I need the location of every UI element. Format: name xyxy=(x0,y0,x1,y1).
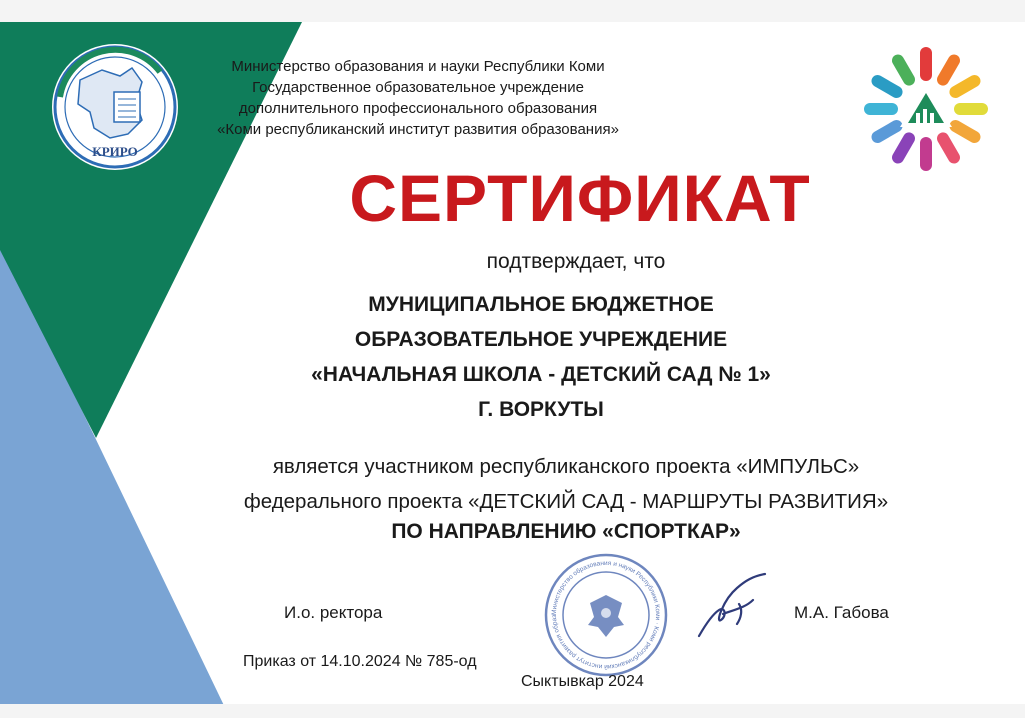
stamp-text: Министерство образования и науки Республики Коми · Коми республиканский институт развития образ xyxy=(550,559,662,671)
ministry-header xyxy=(158,56,678,140)
handwritten-signature-icon xyxy=(693,570,773,640)
organization-line: МУНИЦИПАЛЬНОЕ БЮДЖЕТНОЕ xyxy=(368,293,714,316)
bottom-border xyxy=(0,704,1025,718)
ministry-line: Государственное образовательное учреждение xyxy=(252,79,584,96)
organization-line: Г. ВОРКУТЫ xyxy=(478,398,604,421)
order-reference: Приказ от 14.10.2024 № 785-од xyxy=(243,653,477,670)
kriro-logo-text: КРИРО xyxy=(92,144,138,159)
impulse-star-logo-icon xyxy=(856,44,996,174)
ministry-line: «Коми республиканский институт развития образования» xyxy=(217,121,619,138)
ministry-line: дополнительного профессионального образования xyxy=(238,100,598,117)
signatory-position: И.о. ректора xyxy=(284,603,383,622)
membership-text xyxy=(166,449,966,519)
membership-line: федерального проекта «ДЕТСКИЙ САД - МАРШРУТЫ РАЗВИТИЯ» xyxy=(243,490,889,513)
confirms-text: подтверждает, что xyxy=(486,250,666,273)
organization-name xyxy=(191,287,891,427)
organization-line: «НАЧАЛЬНАЯ ШКОЛА - ДЕТСКИЙ САД № 1» xyxy=(311,363,771,386)
membership-line: является участником республиканского проекта «ИМПУЛЬС» xyxy=(272,455,860,478)
certificate-title: СЕРТИФИКАТ xyxy=(349,161,811,235)
organization-line: ОБРАЗОВАТЕЛЬНОЕ УЧРЕЖДЕНИЕ xyxy=(354,328,728,351)
signatory-name: М.А. Габова xyxy=(794,603,889,622)
ministry-line: Министерство образования и науки Республики Коми xyxy=(231,58,605,75)
direction-text: ПО НАПРАВЛЕНИЮ «СПОРТКАР» xyxy=(391,520,741,543)
official-stamp-icon xyxy=(541,553,671,678)
city-year: Сыктывкар 2024 xyxy=(521,673,644,690)
